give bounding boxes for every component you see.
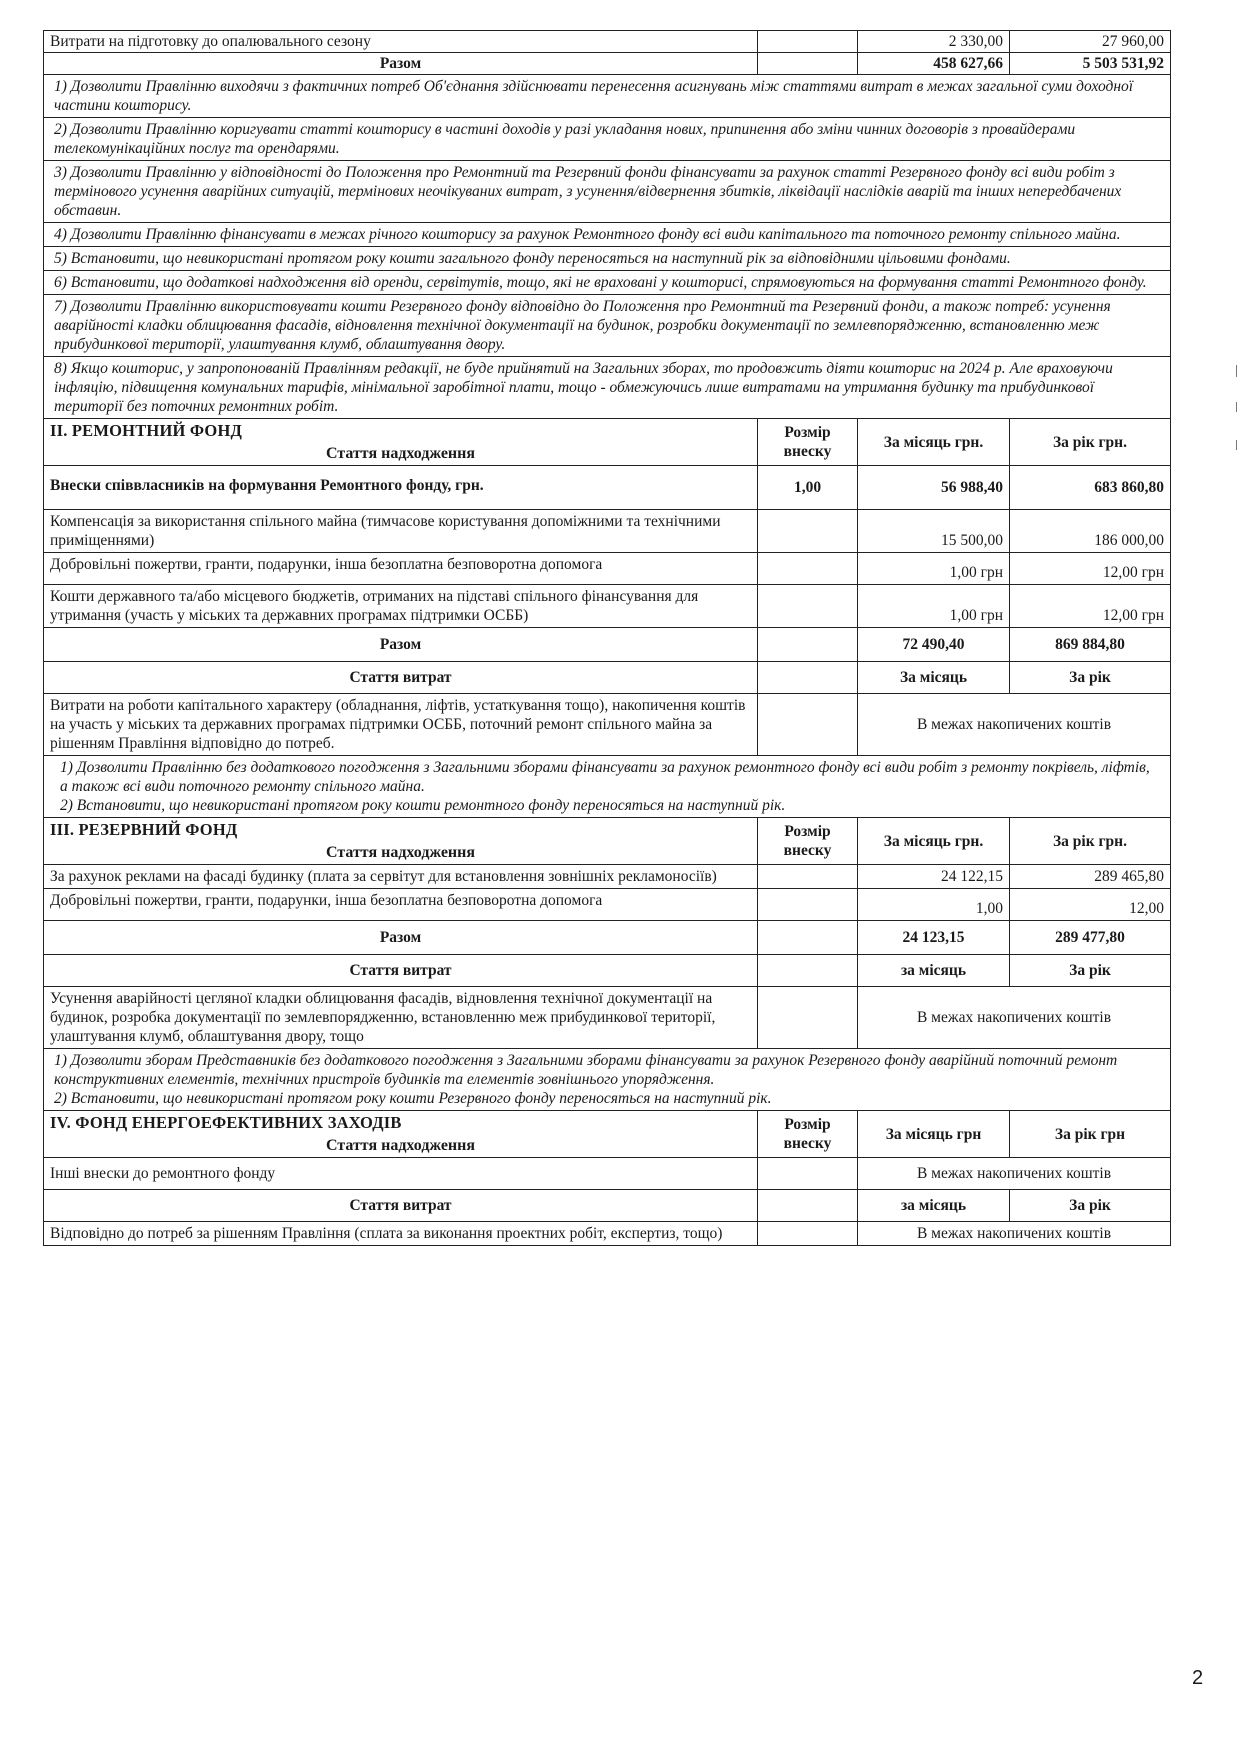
reserve-expense-row: Усунення аварійності цегляної кладки облицювання фасадів, відновлення технічної документації на будинок, розробка документації по землевпорядженню, встановленню меж прибудинкової території, улаштування клумб, облаштування двору, тощо В межах накопичених коштів — [44, 987, 1171, 1049]
repair-total-row: Разом 72 490,40 869 884,80 — [44, 628, 1171, 662]
repair-fund-title: ІІ. РЕМОНТНИЙ ФОНД — [50, 421, 243, 440]
heating-month: 2 330,00 — [858, 31, 1010, 53]
top-total-row — [44, 53, 1171, 75]
reserve-fund-header-row: ІІІ. РЕЗЕРВНИЙ ФОНД Стаття надходження Розмір внеску За місяць грн. За рік грн. — [44, 818, 1171, 865]
top-note-3: 3) Дозволити Правлінню у відповідності до Положення про Ремонтний та Резервний фонди фінансувати за рахунок статті Резервного фонду всі види робіт з термінового усунення аварійних ситуацій, термінових неочікуваних витрат, з усунення/відвернення збитків, ліквідації наслідків аварій та інших непередбачених обставин. — [44, 161, 1171, 223]
reserve-row-1: За рахунок реклами на фасаді будинку (плата за сервітут для встановлення зовнішніх рекламоносіїв) 24 122,15 289 465,80 — [44, 865, 1171, 889]
energy-expense-row: Відповідно до потреб за рішенням Правління (сплата за виконання проектних робіт, експертиз, тощо) В межах накопичених коштів — [44, 1222, 1171, 1246]
repair-row-3: Добровільні пожертви, гранти, подарунки, інша безоплатна безповоротна допомога 1,00 грн 12,00 грн — [44, 553, 1171, 585]
repair-row-2: Компенсація за використання спільного майна (тимчасове користування допоміжними та технічними приміщеннями) 15 500,00 186 000,00 — [44, 510, 1171, 553]
reserve-expense-header-row: Стаття витрат за місяць За рік — [44, 955, 1171, 987]
budget-table — [43, 30, 1171, 1246]
top-note-4: 4) Дозволити Правлінню фінансувати в межах річного кошторису за рахунок Ремонтного фонду всі види капітального та поточного ремонту спільного майна. — [44, 223, 1171, 247]
repair-col-month: За місяць грн. — [858, 419, 1010, 466]
reserve-total-row: Разом 24 123,15 289 477,80 — [44, 921, 1171, 955]
repair-expense-row: Витрати на роботи капітального характеру (обладнання, ліфтів, устаткування тощо), накопичення коштів на участь у міських та державних програмах підтримки ОСББ, поточний ремонт спільного майна за рішенням Правління відповідно до потреб. В межах накопичених коштів — [44, 694, 1171, 756]
heating-rate — [758, 31, 858, 53]
top-total-month: 458 627,66 — [858, 53, 1010, 75]
repair-expense-header-row: Стаття витрат За місяць За рік — [44, 662, 1171, 694]
repair-fund-header-row — [44, 419, 1171, 466]
top-note-6: 6) Встановити, що додаткові надходження від оренди, сервітутів, тощо, які не враховані у кошторисі, спрямовуються на формування статті Ремонтного фонду. — [44, 271, 1171, 295]
top-total-year: 5 503 531,92 — [1010, 53, 1171, 75]
reserve-notes: 1) Дозволити зборам Представників без додаткового погодження з Загальними зборами фінансувати за рахунок Резервного фонду аварійний поточний ремонт конструктивних елементів, технічних пристроїв будинків та елементів зовнішнього упорядження. 2) Встановити, що невикористані протягом року кошти Резервного фонду переносяться на наступний рік. — [44, 1049, 1171, 1111]
heating-label: Витрати на підготовку до опалювального сезону — [44, 31, 758, 53]
energy-fund-title: IV. ФОНД ЕНЕРГОЕФЕКТИВНИХ ЗАХОДІВ — [50, 1113, 402, 1132]
energy-income-header: Стаття надходження — [325, 1137, 476, 1154]
repair-row-1: Внески співвласників на формування Ремонтного фонду, грн. 1,00 56 988,40 683 860,80 — [44, 466, 1171, 510]
budget-page — [43, 30, 1170, 1246]
reserve-row-2: Добровільні пожертви, гранти, подарунки, інша безоплатна безповоротна допомога 1,00 12,00 — [44, 889, 1171, 921]
scan-mark — [1236, 365, 1237, 377]
repair-row-4: Кошти державного та/або місцевого бюджетів, отриманих на підставі спільного фінансування для утримання (участь у міських та державних програмах підтримки ОСББ) 1,00 грн 12,00 грн — [44, 585, 1171, 628]
reserve-income-header: Стаття надходження — [325, 844, 476, 861]
energy-income-row: Інші внески до ремонтного фонду В межах накопичених коштів — [44, 1158, 1171, 1190]
reserve-fund-title: ІІІ. РЕЗЕРВНИЙ ФОНД — [50, 820, 238, 839]
page-number: 2 — [1192, 1667, 1204, 1689]
scan-mark — [1236, 402, 1237, 412]
top-note-2: 2) Дозволити Правлінню коригувати статті кошторису в частині доходів у разі укладання нових, припинення або зміни чинних договорів з провайдерами телекомунікаційних послуг та орендарями. — [44, 118, 1171, 161]
top-note-5: 5) Встановити, що невикористані протягом року кошти загального фонду переносяться на наступний рік за відповідними цільовими фондами. — [44, 247, 1171, 271]
top-note-7: 7) Дозволити Правлінню використовувати кошти Резервного фонду відповідно до Положення про Ремонтний та Резервний фонди, а також потреб: усунення аварійності кладки облицювання фасадів, відновлення технічної документації на будинок, розробки документації по землевпорядженню, встановленню меж прибудинкової території, улаштування клумб, облаштування двору. — [44, 295, 1171, 357]
repair-notes: 1) Дозволити Правлінню без додаткового погодження з Загальними зборами фінансувати за рахунок ремонтного фонду всі види робіт з ремонту покрівель, ліфтів, а також всі види поточного ремонту спільного майна. 2) Встановити, що невикористані протягом року кошти ремонтного фонду переносяться на наступний рік. — [44, 756, 1171, 818]
energy-fund-header-row: IV. ФОНД ЕНЕРГОЕФЕКТИВНИХ ЗАХОДІВ Стаття надходження Розмір внеску За місяць грн За рік грн — [44, 1111, 1171, 1158]
heating-row — [44, 31, 1171, 53]
top-note-8: 8) Якщо кошторис, у запропонованій Правлінням редакції, не буде прийнятий на Загальних зборах, то продовжить діяти кошторис на 2024 р. Але враховуючи інфляцію, підвищення комунальних тарифів, мінімальної заробітної плати, тощо - обмежуючись лише витратами на утримання будинку та прибудинкової території без поточних ремонтних робіт. — [44, 357, 1171, 419]
top-total-label: Разом — [44, 53, 758, 75]
repair-col-year: За рік грн. — [1010, 419, 1171, 466]
energy-expense-header-row: Стаття витрат за місяць За рік — [44, 1190, 1171, 1222]
repair-col-rate: Розмір внеску — [758, 419, 858, 466]
top-note-1: 1) Дозволити Правлінню виходячи з фактичних потреб Об'єднання здійснювати перенесення асигнувань між статтями витрат в межах загальної суми доходної частини кошторису. — [44, 75, 1171, 118]
heating-year: 27 960,00 — [1010, 31, 1171, 53]
scan-mark — [1236, 440, 1237, 450]
repair-income-header: Стаття надходження — [325, 445, 476, 462]
